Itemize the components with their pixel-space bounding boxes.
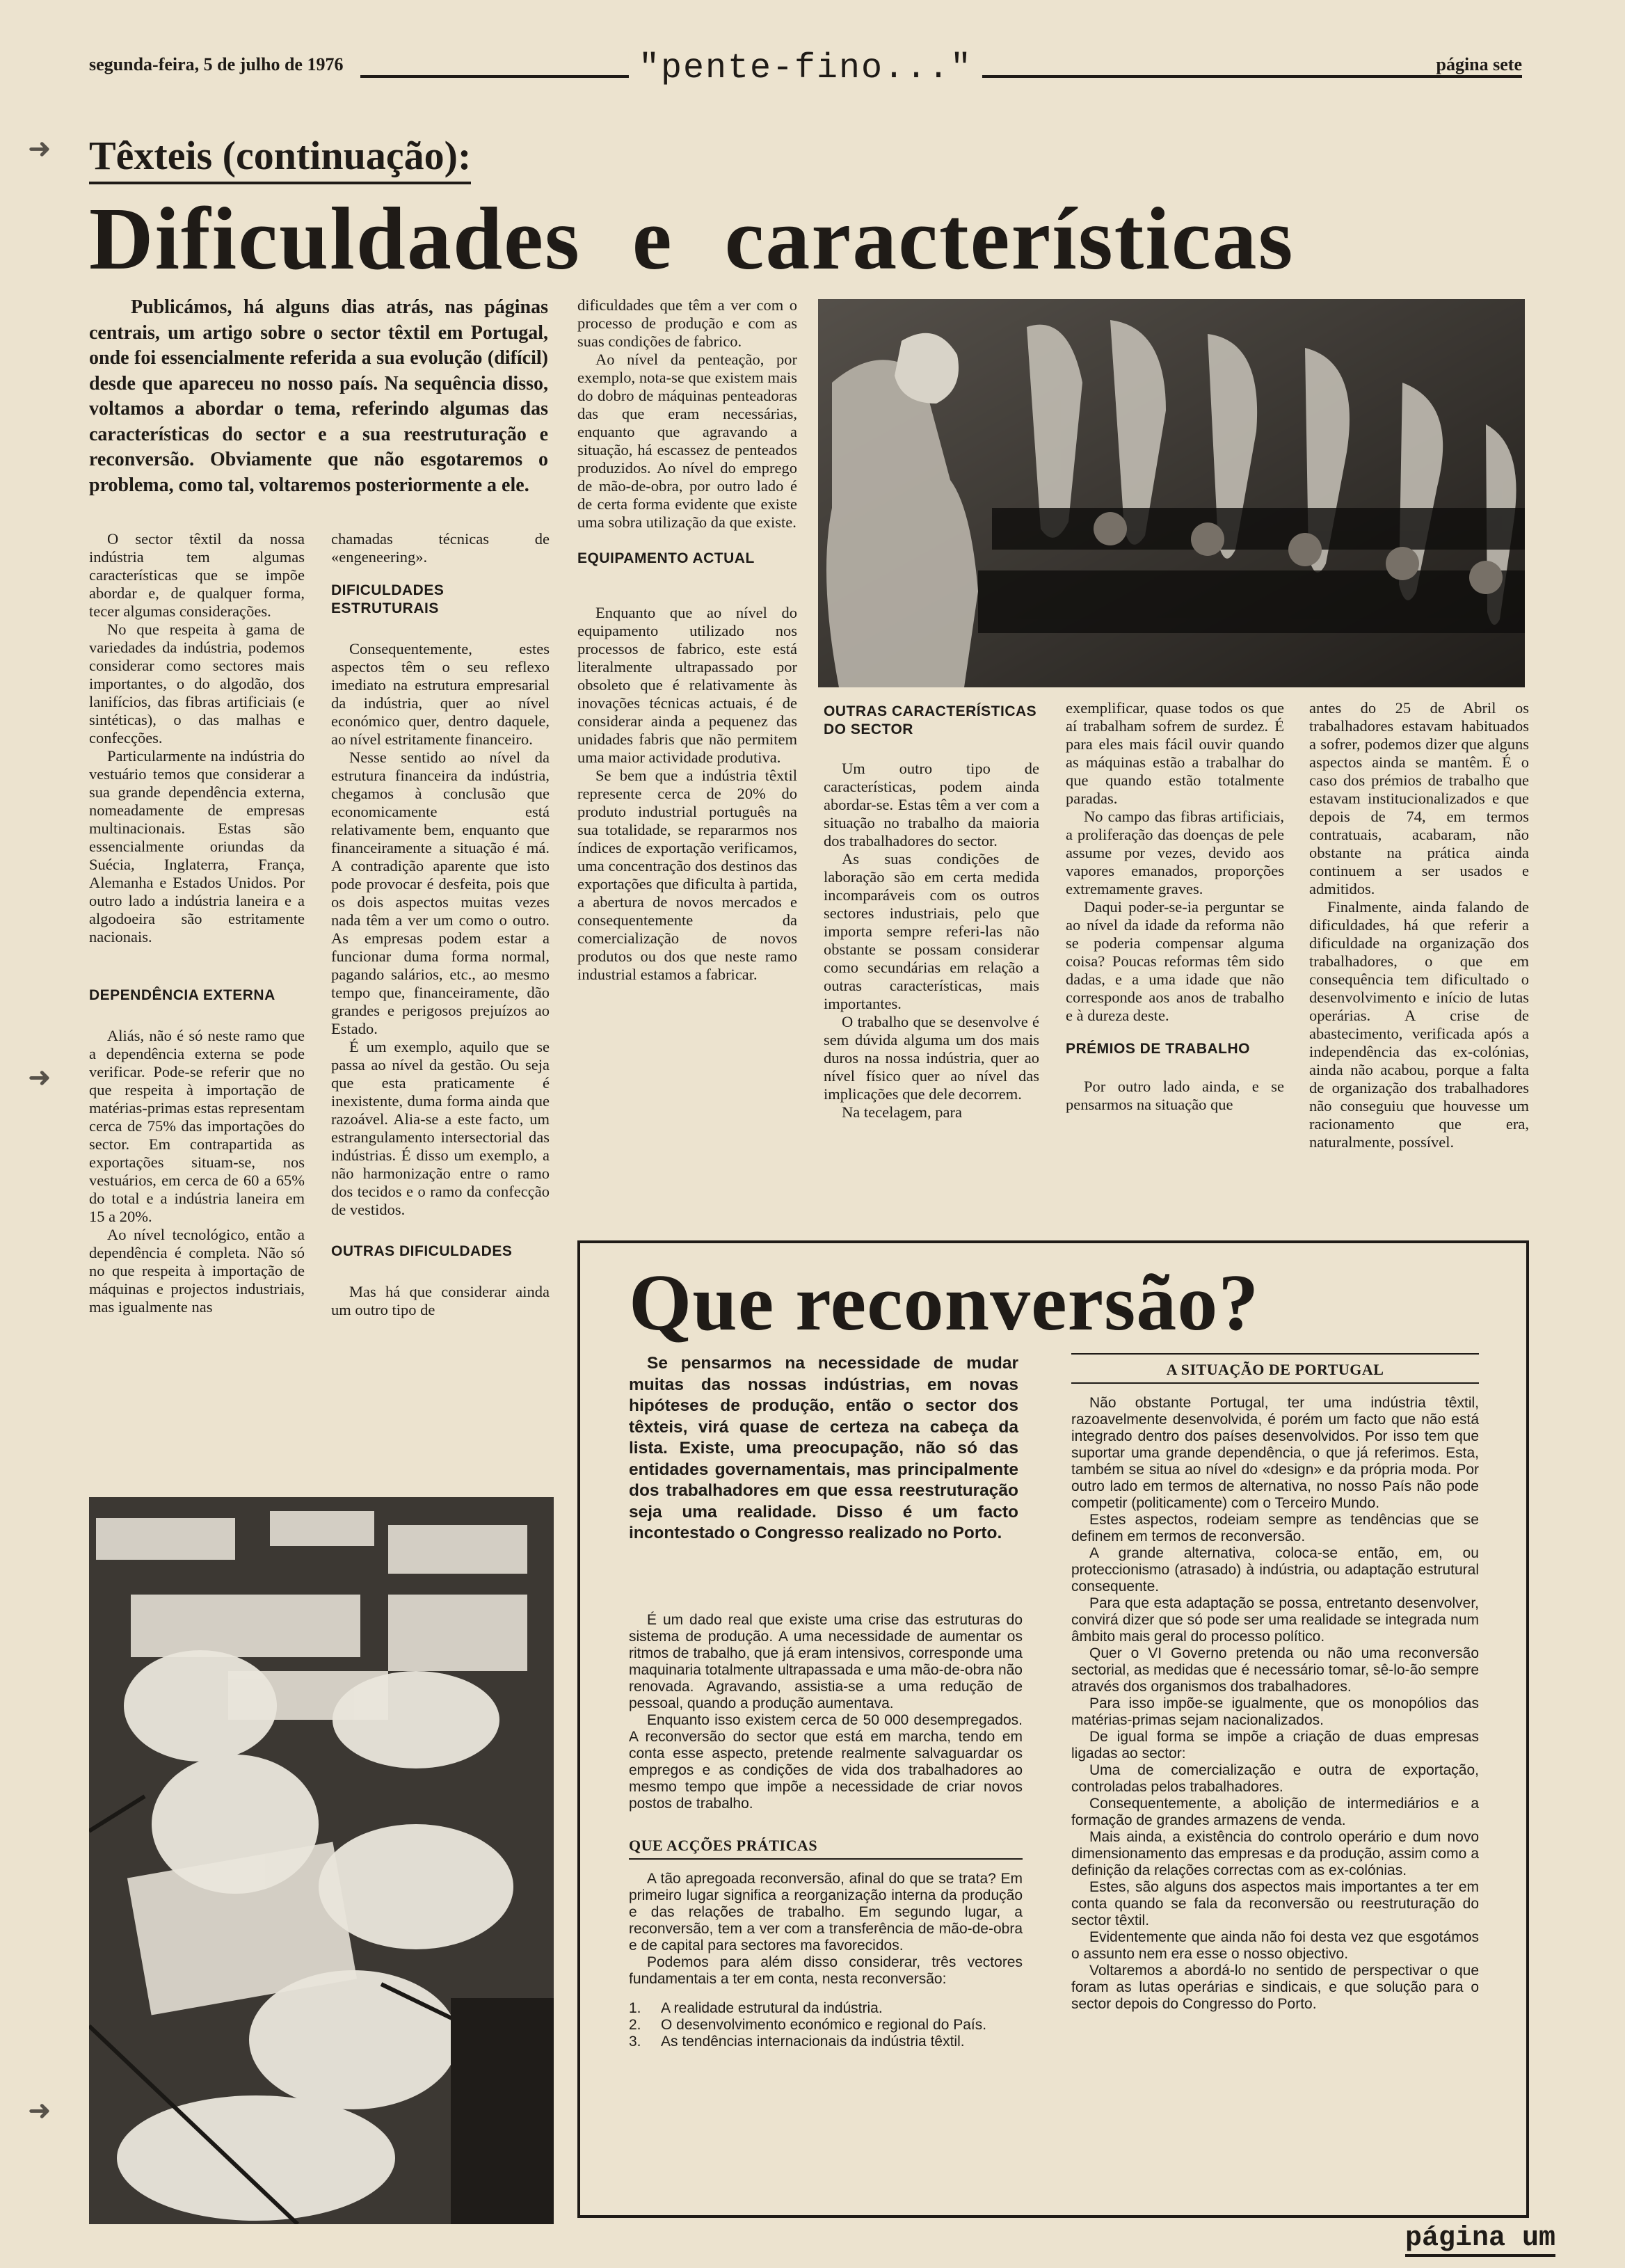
header-rule-left: [360, 75, 666, 78]
running-header: [89, 49, 1522, 97]
subheading: OUTRAS CARACTERÍSTICAS DO SECTOR: [824, 703, 1037, 737]
paragraph: De igual forma se impõe a criação de duas empresas ligadas ao sector:: [1071, 1729, 1479, 1762]
paragraph: No campo das fibras artificiais, a proliferação das doenças de pele assume por vezes, devido aos vapores emanados, proporções extremamente graves.: [1066, 808, 1284, 897]
paragraph: O trabalho que se desenvolve é sem dúvida alguma um dos mais duros na nossa indústria, quer ao nível físico quer ao nível das implicações que dele decorrem.: [824, 1013, 1039, 1103]
paragraph: Consequentemente, a abolição de intermediários e a formação de grandes armazens de venda.: [1071, 1796, 1479, 1828]
paragraph: Por outro lado ainda, e se pensarmos na situação que: [1066, 1078, 1284, 1113]
paragraph: Para isso impõe-se igualmente, que os monopólios das matérias-primas sejam nacionalizados.: [1071, 1695, 1479, 1728]
paragraph: Daqui poder-se-ia perguntar se ao nível da idade da reforma não se poderia compensar alguma coisa? Poucas reformas têm sido dadas, e a uma idade que não corresponde aos anos de trabalho e à dureza deste.: [1066, 898, 1284, 1024]
paragraph: O sector têxtil da nossa indústria tem algumas características que se impõe abordar e, de qualquer forma, tecer algumas considerações.: [89, 530, 305, 620]
list-item: 1. A realidade estrutural da indústria.: [629, 2000, 883, 2016]
boxed-article: [577, 1240, 1529, 2218]
box-lead: Se pensarmos na necessidade de mudar muitas das nossas indústrias, em novas hipóteses de produção, então o sector dos têxteis, virá quase de certeza na cabeça da lista. Existe, uma preocupação, não só das entidades governamentais, mas principalmente dos trabalhadores em que essa reestruturação seja uma realidade. Disso é um facto incontestado o Congresso realizado no Porto.: [629, 1354, 1018, 1542]
paragraph: Enquanto isso existem cerca de 50 000 desempregados. A reconversão do sector que está em marcha, tendo em conta esse aspecto, pretende realmente salvaguardar os empregos e as condições de vida dos trabalhadores ao mesmo tempo que impõe a necessidade de criar novos postos de trabalho.: [629, 1712, 1023, 1812]
paragraph: Enquanto que ao nível do equipamento utilizado nos processos de fabrico, este está literalmente ultrapassado por obsoleto que é relativamente às inovações técnicas actuais, é de considerar ainda a pequenez das unidades fabris que não permitem uma maior actividade produtiva.: [577, 604, 797, 766]
binding-mark-icon: ➜: [28, 1062, 51, 1093]
box-column-right: [1071, 1353, 1479, 2013]
page-number: página sete: [1436, 54, 1522, 74]
article-column-5: [1066, 699, 1284, 1114]
subheading: OUTRAS DIFICULDADES: [331, 1243, 513, 1259]
article-lead: Publicámos, há alguns dias atrás, nas páginas centrais, um artigo sobre o sector têxtil em Portugal, onde foi essencialmente referida a sua evolução (difícil) desde que apareceu no nosso país. Na sequência disso, voltamos a abordar o tema, referindo algumas das características do sector e a sua reestruturação e reconversão. Obviamente que não esgotaremos o problema, como tal, voltaremos posteriormente a ele.: [89, 296, 548, 496]
paragraph: Voltaremos a abordá-lo no sentido de perspectivar o que foram as lutas operárias e sindicais, e que solução para o sector depois do Congresso do Porto.: [1071, 1963, 1479, 2012]
article-column-2: [331, 530, 550, 1319]
article-column-3: [577, 296, 797, 984]
binding-mark-icon: ➜: [28, 2095, 51, 2126]
article-kicker: Têxteis (continuação):: [89, 132, 471, 184]
box-column-left: [629, 1612, 1023, 2050]
subheading: EQUIPAMENTO ACTUAL: [577, 550, 755, 566]
paragraph: Quer o VI Governo pretenda ou não uma reconversão sectorial, as medidas que é necessário tomar, sê-lo-ão sempre através dos organismos dos trabalhadores.: [1071, 1645, 1479, 1695]
paragraph: Na tecelagem, para: [842, 1103, 963, 1121]
paragraph: Consequentemente, estes aspectos têm o seu reflexo imediato na estrutura empresarial da indústria, quer ao nível económico quer, dentro daquele, ao nível estritamente financeiro.: [331, 640, 550, 748]
paragraph: Estes, são alguns dos aspectos mais importantes a ter em conta quando se fala da reconversão ou reestruturação do sector têxtil.: [1071, 1879, 1479, 1928]
paragraph: No que respeita à gama de variedades da indústria, podemos considerar como sectores mais importantes, o do algodão, dos lanifícios, das fibras artificiais (e sintéticas), o das malhas e confecções.: [89, 621, 305, 746]
paragraph: Não obstante Portugal, ter uma indústria têxtil, razoavelmente desenvolvida, é porém um facto que não está integrado dentro dos países desenvolvidos. Por isso tem que suportar uma grande dependência, o que já referimos. Esta, também se situa ao nível do «design» e da própria moda. Por outro lado em termos de alternativa, no nosso País não pode competir (politicamente) com o Terceiro Mundo.: [1071, 1395, 1479, 1511]
paragraph: Evidentemente que ainda não foi desta vez que esgotámos o assunto nem era esse o nosso objectivo.: [1071, 1929, 1479, 1962]
header-rule-right: [945, 75, 1522, 78]
article-headline: Dificuldades e características: [89, 189, 1295, 288]
paragraph: Ao nível tecnológico, então a dependência é completa. Não só no que respeita à importação de máquinas e projectos industriais, mas igualmente nas: [89, 1226, 305, 1316]
paragraph: Finalmente, ainda falando de dificuldades, há que referir a dificuldade na organização dos trabalhadores, o que em consequência tem dificultado o desenvolvimento e início de lutas operárias. A crise de abastecimento, verificada após a independência das ex-colónias, ainda não acabou, porque a falta de organização dos trabalhadores não conseguiu que houvesse um racionamento que era, naturalmente, possível.: [1309, 898, 1529, 1151]
box-subheading: QUE ACÇÕES PRÁTICAS: [629, 1837, 1023, 1860]
paragraph: Aliás, não é só neste ramo que a dependência externa se pode verificar. Pode-se referir que no que respeita à importação de matérias-primas estas representam cerca de 75% das importações do sector. Em contrapartida as exportações situam-se, nos vestuários, em cerca de 60 a 65% do total e a indústria laneira em 15 a 20%.: [89, 1027, 305, 1225]
subheading: PRÉMIOS DE TRABALHO: [1066, 1041, 1251, 1057]
paragraph: Particularmente na indústria do vestuário temos que considerar a sua grande dependência externa, nomeadamente de empresas multinacionais. Estas são essencialmente oriundas da Suécia, Inglaterra, França, Alemanha e Estados Unidos. Por outro lado a indústria laneira e a algodoeira são estritamente nacionais.: [89, 747, 305, 945]
paragraph: Mas há que considerar ainda um outro tipo de: [331, 1283, 550, 1318]
binding-mark-icon: ➜: [28, 133, 51, 164]
paragraph: Uma de comercialização e outra de exportação, controladas pelos trabalhadores.: [1071, 1762, 1479, 1795]
box-headline: Que reconversão?: [629, 1259, 1260, 1348]
photo-textile-machinery: [818, 299, 1525, 687]
paragraph: dificuldades que têm a ver com o processo de produção e com as suas condições de fabrico.: [577, 296, 797, 350]
list-item: 3. As tendências internacionais da indústria têxtil.: [629, 2034, 965, 2050]
continued-on-link[interactable]: página um: [1405, 2223, 1555, 2257]
subheading: DEPENDÊNCIA EXTERNA: [89, 987, 275, 1003]
section-title: "pente-fino...": [629, 49, 982, 88]
paragraph: exemplificar, quase todos os que aí trabalham sofrem de surdez. É para eles mais fácil ouvir quando as máquinas estão a trabalhar do que quando estão totalmente paradas.: [1066, 699, 1284, 807]
photo-factory-floor: [89, 1497, 554, 2224]
paragraph: Podemos para além disso considerar, três vectores fundamentais a ter em conta, nesta reconversão:: [629, 1954, 1023, 1987]
list-item: 2. O desenvolvimento económico e regional do País.: [629, 2017, 987, 2033]
vector-list: [629, 2000, 1023, 2050]
paragraph: As suas condições de laboração são em certa medida incomparáveis com os outros sectores industriais, pelo que importa sempre referi-las não obstante se possam considerar como secundárias em relação a outras características, mais importantes.: [824, 850, 1039, 1012]
issue-date: segunda-feira, 5 de julho de 1976: [89, 54, 344, 74]
article-column-1: [89, 530, 305, 1316]
paragraph: Nesse sentido ao nível da estrutura financeira da indústria, chegamos à conclusão que economicamente está relativamente bem, enquanto que financeiramente a situação é má. A contradição aparente que isto pode provocar é desfeita, pois que os dois aspectos muitas vezes nada têm a ver um como o outro. As empresas podem estar a funcionar duma forma normal, pagando salários, etc., ao mesmo tempo que, financeiramente, dão grandes e perigosos prejuízos ao Estado.: [331, 749, 550, 1037]
subheading: DIFICULDADES ESTRUTURAIS: [331, 582, 445, 616]
paragraph: Se bem que a indústria têxtil represente cerca de 20% do produto industrial português na sua totalidade, se repararmos nos índices de exportação verificamos, uma concentração dos destinos das exportações que dificulta à partida, a abertura de novos mercados e consequentemente da comercialização de novos produtos ou dos que neste ramo industrial estamos a fabricar.: [577, 767, 797, 983]
paragraph: Estes aspectos, rodeiam sempre as tendências que se definem em termos de reconversão.: [1071, 1512, 1479, 1544]
paragraph: É um exemplo, aquilo que se passa ao nível da gestão. Ou seja que esta praticamente é inexistente, duma forma ainda que razoável. Alia-se a este facto, um estrangulamento intersectorial das indústrias. É disso um exemplo, a não harmonização entre o ramo dos tecidos e o ramo da confecção de vestidos.: [331, 1038, 550, 1218]
paragraph: Mais ainda, a existência do controlo operário e dum novo dimensionamento das empresas e da produção, assim como a definição da relações correctas com as ex-colónias.: [1071, 1829, 1479, 1878]
paragraph: Ao nível da penteação, por exemplo, nota-se que existem mais do dobro de máquinas penteadoras das que eram necessárias, enquanto que agravando a situação, há escassez de penteados produzidos. Ao nível do emprego de mão-de-obra, por outro lado é de certa forma evidente que existe uma sobra utilização da que existe.: [577, 351, 797, 531]
paragraph: A tão apregoada reconversão, afinal do que se trata? Em primeiro lugar significa a reorganização interna da produção e das relações de trabalho. Em segundo lugar, a reconversão, tem a ver com a transferência de mão-de-obra e de capital para sectores ma favorecidos.: [629, 1871, 1023, 1954]
paragraph: chamadas técnicas de «engeneering».: [331, 530, 550, 566]
article-column-6: [1309, 699, 1529, 1151]
paragraph: antes do 25 de Abril os trabalhadores estavam habituados a sofrer, podemos dizer que alguns aspectos ainda se mantêm. É o caso dos prémios de trabalho que estavam institucionalizados e que depois de 74, em termos contratuais, acabaram, não obstante na prática ainda continuem a ser usados e admitidos.: [1309, 699, 1529, 897]
paragraph: É um dado real que existe uma crise das estruturas do sistema de produção. A uma necessidade de aumentar os ritmos de trabalho, que já eram intensivos, corresponde uma maquinaria totalmente ultrapassada e uma mão-de-obra não renovada. Agravando, assistia-se a uma redução de pessoal, quando a produção aumentava.: [629, 1612, 1023, 1711]
box-subheading: A SITUAÇÃO DE PORTUGAL: [1071, 1353, 1479, 1384]
paragraph: A grande alternativa, coloca-se então, em, ou proteccionismo (atrasado) à indústria, ou adaptação estrutural consequente.: [1071, 1545, 1479, 1595]
paragraph: Um outro tipo de características, podem ainda abordar-se. Estas têm a ver com a situação no trabalho da maioria dos trabalhadores do sector.: [824, 760, 1039, 849]
paragraph: Para que esta adaptação se possa, entretanto desenvolver, convirá dizer que só pode ser uma realidade se integrada num âmbito mais geral do processo político.: [1071, 1595, 1479, 1645]
article-column-4: [824, 703, 1039, 1121]
